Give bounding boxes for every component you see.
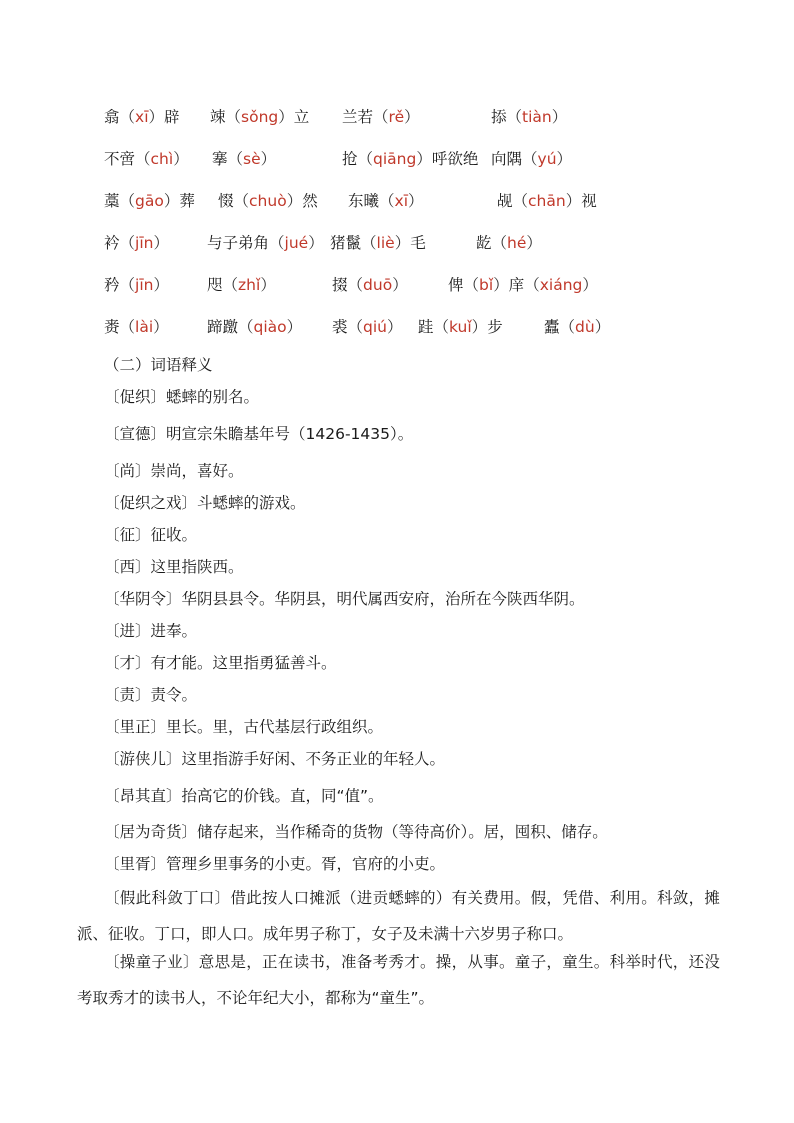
pinyin-row (0, 144, 794, 174)
entry-pinyin: rě (388, 108, 405, 126)
definition-line: 〔里胥〕管理乡里事务的小吏。胥，官府的小吏。 (104, 855, 446, 873)
entry-after: 步 (487, 318, 503, 336)
entry-char: 竦 (210, 108, 226, 126)
entry-pinyin: qiào (253, 318, 287, 336)
entry-char: 猪鬣 (330, 234, 362, 252)
paragraph-line-continued: 考取秀才的读书人，不论年纪大小，都称为“童生”。 (77, 989, 435, 1007)
pinyin-entry: 衿（jīn） (104, 234, 169, 252)
entry-pinyin: zhǐ (238, 276, 261, 294)
entry-char: 东曦 (348, 192, 380, 210)
definition-line: 〔居为奇货〕储存起来，当作稀奇的货物（等待高价）。居，囤积、储存。 (104, 823, 608, 841)
pinyin-entry: 赉（lài） (104, 318, 169, 336)
entry-pinyin: gāo (135, 192, 164, 210)
definition-line: 〔进〕进奉。 (104, 622, 198, 640)
entry-pinyin-second: xiáng (539, 276, 583, 294)
pinyin-entry: 不啻（chì） (104, 150, 189, 168)
entry-char: 赉 (104, 318, 120, 336)
entry-char: 翕 (104, 108, 120, 126)
paragraph-line-continued: 派、征收。丁口，即人口。成年男子称丁，女子及未满十六岁男子称口。 (77, 925, 574, 943)
definition-line: 〔责〕责令。 (104, 686, 198, 704)
pinyin-entry: 俾（bǐ）庠（xiáng） (448, 276, 598, 294)
pinyin-entry: 裘（qiú） (332, 318, 403, 336)
definition-line: 〔华阴令〕华阴县县令。华阴县，明代属西安府，治所在今陕西华阴。 (104, 590, 585, 608)
entry-pinyin: tiàn (522, 108, 552, 126)
pinyin-row (0, 102, 794, 132)
entry-char: 与子弟角 (207, 234, 270, 252)
pinyin-entry: 觇（chān）视 (497, 192, 597, 210)
entry-char: 觇 (497, 192, 513, 210)
definition-line: 〔宣德〕明宣宗朱瞻基年号（1426-1435）。 (104, 425, 414, 443)
entry-char: 搴 (212, 150, 228, 168)
pinyin-entry: 掇（duō） (332, 276, 408, 294)
definition-line: 〔促织之戏〕斗蟋蟀的游戏。 (104, 494, 306, 512)
entry-after: 然 (302, 192, 318, 210)
entry-pinyin: qiāng (373, 150, 417, 168)
pinyin-row (0, 186, 794, 216)
pinyin-entry: 向隅（yú） (491, 150, 573, 168)
entry-pinyin: dù (575, 318, 595, 336)
entry-pinyin: chān (528, 192, 566, 210)
definition-line: 〔促织〕蟋蟀的别名。 (104, 388, 260, 406)
pinyin-entry: 矜（jīn） (104, 276, 169, 294)
entry-char: 不啻 (104, 150, 136, 168)
entry-pinyin: kuǐ (449, 318, 472, 336)
pinyin-entry: 抢（qiāng）呼欲绝 (342, 150, 479, 168)
definition-line: 〔里正〕里长。里，古代基层行政组织。 (104, 718, 384, 736)
pinyin-entry: 蠹（dù） (544, 318, 611, 336)
pinyin-entry: 东曦（xī） (348, 192, 424, 210)
definition-line: 〔才〕有才能。这里指勇猛善斗。 (104, 654, 337, 672)
pinyin-entry: 与子弟角（jué） (207, 234, 324, 252)
pinyin-entry: 竦（sǒng）立 (210, 108, 310, 126)
entry-char: 蠹 (544, 318, 560, 336)
pinyin-entry: 藁（gāo）葬 (104, 192, 195, 210)
entry-pinyin: jué (284, 234, 309, 252)
entry-char: 俾 (448, 276, 464, 294)
entry-pinyin: xī (135, 108, 149, 126)
entry-char: 矜 (104, 276, 120, 294)
entry-char: 掭 (491, 108, 507, 126)
definition-line: 〔尚〕崇尚，喜好。 (104, 462, 244, 480)
entry-char: 龁 (476, 234, 492, 252)
entry-pinyin: xī (394, 192, 409, 210)
entry-char: 咫 (207, 276, 223, 294)
entry-pinyin: jīn (135, 234, 154, 252)
entry-pinyin: liè (376, 234, 395, 252)
pinyin-row (0, 228, 794, 258)
definition-line: 〔昂其直〕抬高它的价钱。直，同“值”。 (104, 787, 384, 805)
entry-char: 掇 (332, 276, 348, 294)
pinyin-entry: 跬（kuǐ）步 (418, 318, 503, 336)
pinyin-entry: 龁（hé） (476, 234, 542, 252)
entry-after: 呼欲绝 (431, 150, 479, 168)
paragraph-line-first: 〔假此科敛丁口〕借此按人口摊派（进贡蟋蟀的）有关费用。假，凭借、利用。科敛，摊 (104, 889, 721, 907)
pinyin-row (0, 312, 794, 342)
definition-line: 〔西〕这里指陕西。 (104, 558, 244, 576)
pinyin-entry: 掭（tiàn） (491, 108, 568, 126)
entry-pinyin: sè (243, 150, 261, 168)
pinyin-entry: 蹄躈（qiào） (207, 318, 303, 336)
entry-after: 庠 (508, 276, 525, 294)
entry-char: 衿 (104, 234, 120, 252)
paragraph-line-first: 〔操童子业〕意思是，正在读书，准备考秀才。操，从事。童子，童生。科举时代，还没 (104, 953, 721, 971)
entry-pinyin: yú (537, 150, 557, 168)
entry-char: 裘 (332, 318, 348, 336)
pinyin-entry: 翕（xī）辟 (104, 108, 180, 126)
pinyin-row (0, 270, 794, 300)
pinyin-entry: 兰若（rě） (342, 108, 420, 126)
entry-char: 抢 (342, 150, 358, 168)
entry-char: 蹄躈 (207, 318, 239, 336)
entry-pinyin: lài (135, 318, 154, 336)
pinyin-entry: 猪鬣（liè）毛 (330, 234, 426, 252)
pinyin-entry: 搴（sè） (212, 150, 277, 168)
entry-pinyin: qiú (363, 318, 388, 336)
definition-paragraph (77, 880, 724, 952)
definition-paragraph (77, 944, 724, 1016)
entry-after: 视 (581, 192, 597, 210)
entry-pinyin: jīn (135, 276, 154, 294)
pinyin-entry: 惙（chuò）然 (218, 192, 318, 210)
definition-line: 〔征〕征收。 (104, 526, 198, 544)
definition-line: 〔游侠儿〕这里指游手好闲、不务正业的年轻人。 (104, 750, 446, 768)
entry-char: 向隅 (491, 150, 523, 168)
entry-char: 跬 (418, 318, 434, 336)
entry-pinyin: hé (507, 234, 527, 252)
entry-after: 葬 (179, 192, 195, 210)
entry-pinyin: duō (363, 276, 393, 294)
entry-pinyin: sǒng (241, 108, 279, 126)
entry-char: 藁 (104, 192, 120, 210)
entry-char: 兰若 (342, 108, 374, 126)
pinyin-entry: 咫（zhǐ） (207, 276, 276, 294)
entry-char: 惙 (218, 192, 234, 210)
entry-pinyin: chuò (249, 192, 287, 210)
entry-pinyin: bǐ (479, 276, 494, 294)
entry-pinyin: chì (150, 150, 174, 168)
entry-after: 立 (293, 108, 310, 126)
section-heading: （二）词语释义 (104, 356, 213, 374)
entry-after: 毛 (410, 234, 426, 252)
entry-after: 辟 (164, 108, 180, 126)
